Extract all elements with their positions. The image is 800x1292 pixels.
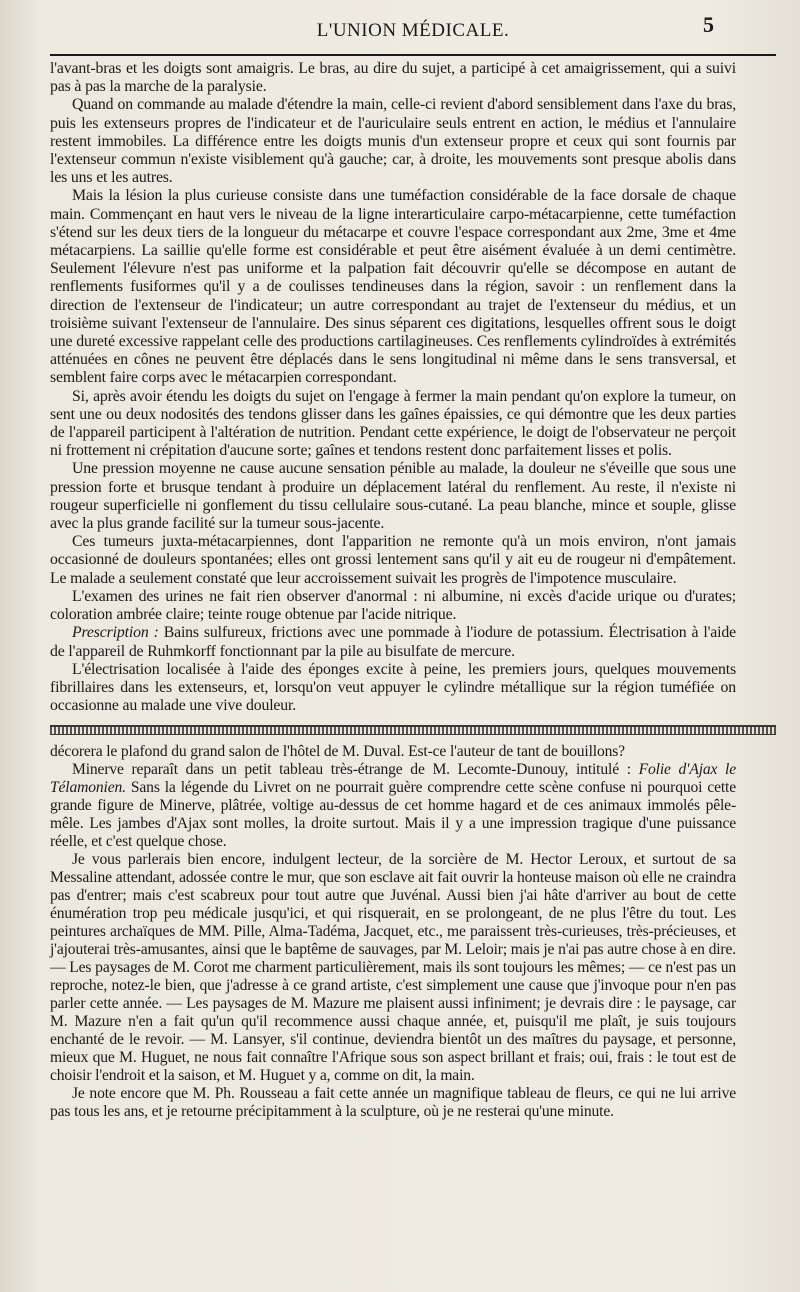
paragraph-text: Sans la légende du Livret on ne pourrait guère comprendre cette scène confuse ni pourquoi cette grande figure de Minerve, plâtrée, voltige au-dessus de cet homme hagard et de ces animaux immolés pêle-mêle. Les jambes d'Ajax sont molles, la droite surtout. Mais il y a une impression tragique d'une puissance réelle, et c'est quelque chose. — [50, 779, 736, 851]
medical-observation-column — [50, 60, 736, 715]
feuilleton-column — [50, 743, 736, 1121]
feuilleton-separator — [50, 725, 776, 735]
prescription-paragraph — [50, 624, 736, 660]
paragraph: Je note encore que M. Ph. Rousseau a fait cette année un magnifique tableau de fleurs, ce qui ne lui arrive pas tous les ans, et je retourne précipitamment à la sculpture, où je ne resterai qu'une minute. — [50, 1085, 736, 1121]
paragraph — [50, 761, 736, 851]
paragraph: l'avant-bras et les doigts sont amaigris. Le bras, au dire du sujet, a participé à cet amaigrissement, qui a suivi pas à pas la marche de la paralysie. — [50, 60, 736, 96]
page-number: 5 — [703, 12, 714, 37]
paragraph: Quand on commande au malade d'étendre la main, celle-ci revient d'abord sensiblement dans l'axe du bras, puis les extenseurs propres de l'indicateur et de l'auriculaire seuls entrent en action, le médius et l'annulaire restent immobiles. La différence entre les doigts munis d'un extenseur propre et ceux qui sont fournis par l'extenseur commun n'existe visiblement qu'à gauche; car, à droite, les mouvements sont presque abolis dans les uns et les autres. — [50, 96, 736, 187]
paragraph: Si, après avoir étendu les doigts du sujet on l'engage à fermer la main pendant qu'on explore la tumeur, on sent une ou deux nodosités des tendons glisser dans les gaînes épaissies, ce qui démontre que les deux parties de l'appareil participent à l'altération de nutrition. Pendant cette expérience, le doigt de l'observateur ne perçoit ni frottement ni crépitation d'aucune sorte; gaînes et tendons restent donc parfaitement lisses et polis. — [50, 387, 736, 460]
paragraph: Une pression moyenne ne cause aucune sensation pénible au malade, la douleur ne s'éveille que sous une pression forte et brusque tendant à produire un déplacement latéral du renflement. Au reste, il n'existe ni rougeur superficielle ni gonflement du tissu cellulaire sous-cutané. La peau blanche, mince et souple, glisse avec la plus grande facilité sur la tumeur sous-jacente. — [50, 460, 736, 533]
artwork-title: Folie d'Ajax le Télamonien. — [50, 761, 737, 797]
running-title: L'UNION MÉDICALE. — [316, 20, 510, 41]
paragraph: Ces tumeurs juxta-métacarpiennes, dont l'apparition ne remonte qu'à un mois environ, n'ont jamais occasionné de douleurs spontanées; elles ont grossi lentement sans qu'il y ait eu de rougeur ni d'empâtement. Le malade a seulement constaté que leur accroissement suivait les progrès de l'impotence musculaire. — [50, 533, 736, 587]
prescription-label: Prescription : — [72, 624, 159, 642]
header-rule — [50, 54, 776, 56]
paragraph: L'électrisation localisée à l'aide des éponges excite à peine, les premiers jours, quelques mouvements fibrillaires dans les extenseurs, et, lorsqu'on veut appuyer le cylindre métallique sur la région tuméfiée on occasionne au malade une vive douleur. — [50, 660, 736, 715]
paragraph: Je vous parlerais bien encore, indulgent lecteur, de la sorcière de M. Hector Leroux, et surtout de sa Messaline attendant, adossée contre le mur, que son esclave ait fait ouvrir la honteuse maison où elle ne craindra pas d'entrer; mais c'est scabreux pour tout autre que Juvénal. Aussi bien j'ai hâte d'arriver au bout de cette énumération trop peu médicale jusqu'ici, et qui risquerait, en se prolongeant, de ne plus l'être du tout. Les peintures archaïques de MM. Pille, Alma-Tadéma, Jacquet, etc., me paraissent très-curieuses, très-précieuses, et j'ajouterai très-amusantes, ainsi que le baptême de sauvages, par M. Leloir; mais je n'ai pas autre chose à en dire. — Les paysages de M. Corot me charment particulièrement, mais ils sont toujours les mêmes; — ce n'est pas un reproche, notez-le bien, que j'adresse à ce grand artiste, c'est simplement une cause que j'invoque pour n'en pas parler cette année. — Les paysages de M. Mazure me plaisent aussi infiniment; je devrais dire : le paysage, car M. Mazure n'en a fait qu'un qu'il recommence aussi chaque année, et, puisqu'il me plaît, je suis toujours enchanté de le revoir. — M. Lansyer, s'il continue, deviendra bientôt un des maîtres du paysage, et personne, mieux que M. Huguet, ne nous fait connaître l'Afrique sous son aspect brillant et frais; oui, frais : le tout est de choisir l'endroit et la saison, et M. Huguet y a, comme on dit, la main. — [50, 851, 736, 1085]
prescription-text: Bains sulfureux, frictions avec une pommade à l'iodure de potassium. Électrisation à l'aide de l'appareil de Ruhmkorff fonctionnant par la pile au bisulfate de mercure. — [50, 624, 736, 660]
paragraph: décorera le plafond du grand salon de l'hôtel de M. Duval. Est-ce l'auteur de tant de bouillons? — [50, 743, 625, 761]
paragraph: Mais la lésion la plus curieuse consiste dans une tuméfaction considérable de la face dorsale de chaque main. Commençant en haut vers le niveau de la ligne interarticulaire carpo-métacarpienne, cette tuméfaction s'étend sur les deux tiers de la longueur du métacarpe et couvre l'espace correspondant aux 2me, 3me et 4me métacarpiens. La saillie qu'elle forme est considérable et peut être aisément évaluée à un demi centimètre. Seulement l'élevure n'est pas uniforme et la palpation fait découvrir qu'elle se décompose en autant de renflements fusiformes qu'il y a de coulisses tendineuses dans la région, savoir : un renflement dans la direction de l'extenseur de l'indicateur; un autre correspondant au trajet de l'extenseur du médius, et un troisième suivant l'extenseur de l'annulaire. Des sinus séparent ces digitations, lesquelles offrent sous le doigt une dureté excessive rappelant celle des productions cartilagineuses. Ces renflements cylindroïdes à extrémités atténuées en cônes ne peuvent être déplacés dans le sens longitudinal ni même dans le sens transversal, et semblent faire corps avec le métacarpien correspondant. — [50, 187, 736, 387]
paragraph: L'examen des urines ne fait rien observer d'anormal : ni albumine, ni excès d'acide urique ou d'urates; coloration ambrée claire; teinte rouge obtenue par l'acide nitrique. — [50, 587, 736, 624]
paragraph-text: Minerve reparaît dans un petit tableau très-étrange de M. Lecomte-Dunouy, intitulé : — [72, 761, 639, 779]
page-header — [50, 8, 776, 41]
